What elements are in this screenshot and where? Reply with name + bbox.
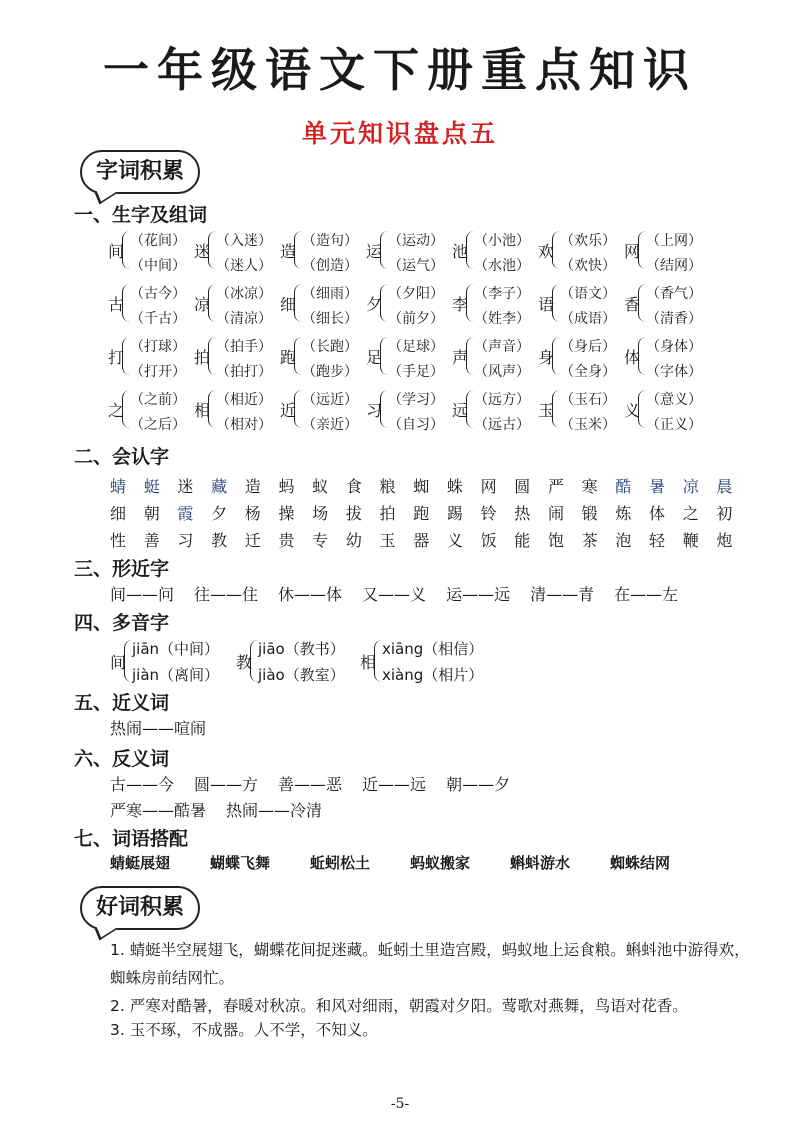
vocab-word: （风声） bbox=[474, 364, 530, 380]
recognize-char: 教 bbox=[211, 531, 228, 550]
vocab-word: （李子） bbox=[474, 286, 530, 302]
vocab-char: 古 bbox=[108, 295, 125, 314]
recognize-char: 拍 bbox=[379, 504, 396, 523]
page-title: 一年级语文下册重点知识 bbox=[103, 43, 697, 97]
vocab-word: （字体） bbox=[646, 364, 702, 380]
similar-pair: 清——青 bbox=[530, 585, 595, 604]
similar-pair: 在——左 bbox=[614, 585, 679, 604]
vocab-char: 语 bbox=[538, 295, 555, 314]
similar-pair: 休——体 bbox=[278, 585, 343, 604]
similar-pair: 又——义 bbox=[362, 585, 427, 604]
vocab-word: （长跑） bbox=[302, 339, 358, 355]
antonym-pair: 古——今 bbox=[110, 775, 175, 794]
bubble-label: 字词积累 bbox=[96, 159, 185, 184]
vocab-word: （冰凉） bbox=[216, 286, 272, 302]
similar-pair: 运——远 bbox=[446, 585, 511, 604]
vocab-group bbox=[366, 279, 458, 329]
vocab-word: （水池） bbox=[474, 258, 530, 274]
recognize-char: 茶 bbox=[581, 531, 598, 550]
vocab-word: （打球） bbox=[130, 339, 186, 355]
vocab-word: （创造） bbox=[302, 258, 358, 274]
synonym-line: 热闹——喧闹 bbox=[110, 719, 207, 738]
vocab-group bbox=[624, 279, 716, 329]
vocab-word: （相对） bbox=[216, 417, 272, 433]
recognize-char: 之 bbox=[682, 504, 699, 523]
vocab-char: 拍 bbox=[194, 348, 211, 367]
vocab-char: 声 bbox=[452, 348, 469, 367]
vocab-word: （学习） bbox=[388, 392, 444, 408]
recognize-char: 泡 bbox=[615, 531, 632, 550]
recognize-char: 饭 bbox=[480, 531, 497, 550]
vocab-group bbox=[280, 226, 372, 276]
recognize-char: 蚁 bbox=[312, 477, 329, 496]
polyphone-char: 相 bbox=[360, 653, 377, 672]
recognize-char: 蜓 bbox=[143, 477, 160, 496]
vocab-char: 欢 bbox=[538, 242, 555, 261]
vocab-group bbox=[194, 332, 286, 382]
recognize-char: 拔 bbox=[345, 504, 362, 523]
recognize-char: 器 bbox=[413, 531, 430, 550]
vocab-word: （之后） bbox=[130, 417, 186, 433]
vocab-word: （入迷） bbox=[216, 233, 272, 249]
vocab-group bbox=[108, 226, 200, 276]
vocab-char: 夕 bbox=[366, 295, 383, 314]
vocab-word: （欢快） bbox=[560, 258, 616, 274]
section-heading: 六、反义词 bbox=[74, 748, 170, 770]
vocab-word: （花间） bbox=[130, 233, 186, 249]
collocation: 蝌蚪游水 bbox=[510, 854, 571, 872]
vocab-word: （身体） bbox=[646, 339, 702, 355]
bubble-label: 好词积累 bbox=[96, 895, 185, 920]
similar-pair: 间——问 bbox=[110, 585, 175, 604]
vocab-word: （全身） bbox=[560, 364, 616, 380]
recognize-char: 善 bbox=[143, 531, 160, 550]
recognize-char: 体 bbox=[649, 504, 666, 523]
antonym-pair: 热闹——冷清 bbox=[226, 801, 323, 820]
vocab-group bbox=[108, 279, 200, 329]
vocab-char: 迷 bbox=[194, 242, 211, 261]
recognize-char: 蜘 bbox=[413, 477, 430, 496]
vocab-word: （身后） bbox=[560, 339, 616, 355]
recognize-char: 迷 bbox=[177, 477, 194, 496]
recognize-char: 圆 bbox=[514, 477, 531, 496]
vocab-word: （远古） bbox=[474, 417, 530, 433]
vocab-group bbox=[452, 385, 544, 435]
collocation: 蝴蝶飞舞 bbox=[210, 854, 271, 872]
vocab-word: （成语） bbox=[560, 311, 616, 327]
vocab-group bbox=[538, 332, 630, 382]
recognize-char: 寒 bbox=[581, 477, 598, 496]
vocab-char: 网 bbox=[624, 242, 641, 261]
vocab-char: 跑 bbox=[280, 348, 297, 367]
vocab-char: 近 bbox=[280, 401, 297, 420]
vocab-word: （之前） bbox=[130, 392, 186, 408]
polyphone-char: 教 bbox=[236, 653, 253, 672]
vocab-word: （结网） bbox=[646, 258, 702, 274]
polyphone-char: 间 bbox=[110, 653, 127, 672]
antonym-pair: 朝——夕 bbox=[446, 775, 511, 794]
vocab-word: （打开） bbox=[130, 364, 186, 380]
recognize-char: 初 bbox=[716, 504, 733, 523]
recognize-row bbox=[110, 528, 750, 551]
vocab-char: 池 bbox=[452, 242, 469, 261]
vocab-group bbox=[194, 279, 286, 329]
vocab-word: （欢乐） bbox=[560, 233, 616, 249]
polyphone-reading: jiàn（离间） bbox=[132, 666, 220, 684]
vocab-word: （拍打） bbox=[216, 364, 272, 380]
section-heading: 七、词语搭配 bbox=[74, 828, 189, 850]
recognize-char: 幼 bbox=[345, 531, 362, 550]
recognize-char: 场 bbox=[312, 504, 329, 523]
recognize-char: 闹 bbox=[547, 504, 564, 523]
recognize-char: 轻 bbox=[649, 531, 666, 550]
section-heading: 三、形近字 bbox=[74, 558, 170, 580]
vocab-word: （上网） bbox=[646, 233, 702, 249]
recognize-char: 跑 bbox=[413, 504, 430, 523]
recognize-char: 严 bbox=[547, 477, 564, 496]
collocation: 蜻蜓展翅 bbox=[110, 854, 171, 872]
collocation-line bbox=[110, 852, 710, 873]
vocab-char: 凉 bbox=[194, 295, 211, 314]
vocab-group bbox=[624, 385, 716, 435]
recognize-char: 粮 bbox=[379, 477, 396, 496]
recognize-char: 性 bbox=[110, 531, 127, 550]
vocab-group bbox=[280, 385, 372, 435]
vocab-word: （运气） bbox=[388, 258, 444, 274]
vocab-group bbox=[624, 332, 716, 382]
recognize-char: 热 bbox=[514, 504, 531, 523]
vocab-word: （前夕） bbox=[388, 311, 444, 327]
vocab-group bbox=[366, 332, 458, 382]
vocab-word: （细雨） bbox=[302, 286, 358, 302]
vocab-char: 打 bbox=[108, 348, 125, 367]
vocab-group bbox=[538, 279, 630, 329]
vocab-group bbox=[108, 385, 200, 435]
vocab-char: 身 bbox=[538, 348, 555, 367]
recognize-char: 朝 bbox=[143, 504, 160, 523]
recognize-row bbox=[110, 501, 750, 524]
section-heading: 四、多音字 bbox=[74, 612, 170, 634]
similar-chars-line bbox=[110, 582, 698, 605]
good-words-item: 3. 玉不琢，不成器。人不学，不知义。 bbox=[110, 1021, 378, 1039]
vocab-char: 远 bbox=[452, 401, 469, 420]
vocab-group bbox=[538, 385, 630, 435]
recognize-char: 铃 bbox=[480, 504, 497, 523]
vocab-group bbox=[366, 385, 458, 435]
section-heading: 五、近义词 bbox=[74, 692, 170, 714]
section-heading: 一、生字及组词 bbox=[74, 204, 208, 226]
recognize-char: 细 bbox=[110, 504, 127, 523]
vocab-char: 相 bbox=[194, 401, 211, 420]
recognize-char: 晨 bbox=[716, 477, 733, 496]
recognize-char: 暑 bbox=[649, 477, 666, 496]
vocab-group bbox=[452, 279, 544, 329]
vocab-char: 香 bbox=[624, 295, 641, 314]
recognize-char: 炮 bbox=[716, 531, 733, 550]
vocab-char: 义 bbox=[624, 401, 641, 420]
vocab-word: （清凉） bbox=[216, 311, 272, 327]
vocab-group bbox=[452, 226, 544, 276]
vocab-word: （运动） bbox=[388, 233, 444, 249]
vocab-group bbox=[194, 385, 286, 435]
vocab-word: （手足） bbox=[388, 364, 444, 380]
vocab-word: （玉石） bbox=[560, 392, 616, 408]
good-words-item: 1. 蜻蜓半空展翅飞，蝴蝶花间捉迷藏。蚯蚓土里造宫殿，蚂蚁地上运食粮。蝌蚪池中游得欢，蜘蛛房前结网忙。 bbox=[110, 941, 750, 987]
recognize-char: 藏 bbox=[211, 477, 228, 496]
similar-pair: 往——住 bbox=[194, 585, 259, 604]
vocab-word: （亲近） bbox=[302, 417, 358, 433]
recognize-char: 网 bbox=[480, 477, 497, 496]
vocab-char: 体 bbox=[624, 348, 641, 367]
recognize-char: 迁 bbox=[244, 531, 261, 550]
polyphone-reading: xiàng（相片） bbox=[382, 666, 484, 684]
vocab-word: （足球） bbox=[388, 339, 444, 355]
vocab-char: 造 bbox=[280, 242, 297, 261]
vocab-group bbox=[366, 226, 458, 276]
vocab-group bbox=[108, 332, 200, 382]
vocab-word: （古今） bbox=[130, 286, 186, 302]
vocab-word: （意义） bbox=[646, 392, 702, 408]
recognize-row bbox=[110, 474, 750, 497]
speech-bubble-good-words bbox=[80, 886, 200, 930]
collocation: 蚯蚓松土 bbox=[310, 854, 371, 872]
vocab-word: （远方） bbox=[474, 392, 530, 408]
vocab-word: （玉米） bbox=[560, 417, 616, 433]
antonym-line-1 bbox=[110, 772, 530, 795]
recognize-char: 玉 bbox=[379, 531, 396, 550]
vocab-char: 运 bbox=[366, 242, 383, 261]
polyphone-reading: xiāng（相信） bbox=[382, 640, 484, 658]
page-number: -5- bbox=[390, 1096, 410, 1112]
vocab-char: 玉 bbox=[538, 401, 555, 420]
recognize-char: 义 bbox=[446, 531, 463, 550]
section-heading: 二、会认字 bbox=[74, 446, 170, 468]
recognize-char: 贵 bbox=[278, 531, 295, 550]
vocab-word: （迷人） bbox=[216, 258, 272, 274]
unit-title: 单元知识盘点五 bbox=[301, 119, 498, 148]
vocab-word: （姓李） bbox=[474, 311, 530, 327]
recognize-char: 锻 bbox=[581, 504, 598, 523]
vocab-group bbox=[280, 332, 372, 382]
vocab-word: （正义） bbox=[646, 417, 702, 433]
recognize-char: 蜻 bbox=[110, 477, 127, 496]
antonym-pair: 圆——方 bbox=[194, 775, 259, 794]
vocab-word: （清香） bbox=[646, 311, 702, 327]
polyphone-reading: jiào（教室） bbox=[258, 666, 345, 684]
vocab-char: 间 bbox=[108, 242, 125, 261]
recognize-char: 习 bbox=[177, 531, 194, 550]
recognize-char: 蛛 bbox=[446, 477, 463, 496]
recognize-char: 夕 bbox=[211, 504, 228, 523]
recognize-char: 凉 bbox=[682, 477, 699, 496]
antonym-pair: 善——恶 bbox=[278, 775, 343, 794]
recognize-char: 鞭 bbox=[682, 531, 699, 550]
vocab-char: 习 bbox=[366, 401, 383, 420]
recognize-char: 饱 bbox=[547, 531, 564, 550]
vocab-group bbox=[280, 279, 372, 329]
vocab-word: （拍手） bbox=[216, 339, 272, 355]
vocab-word: （造句） bbox=[302, 233, 358, 249]
collocation: 蜘蛛结网 bbox=[610, 854, 671, 872]
vocab-word: （小池） bbox=[474, 233, 530, 249]
recognize-char: 造 bbox=[244, 477, 261, 496]
recognize-char: 酷 bbox=[615, 477, 632, 496]
recognize-char: 蚂 bbox=[278, 477, 295, 496]
recognize-char: 专 bbox=[312, 531, 329, 550]
vocab-group bbox=[624, 226, 716, 276]
vocab-word: （细长） bbox=[302, 311, 358, 327]
speech-bubble-vocab bbox=[80, 150, 200, 194]
antonym-pair: 近——远 bbox=[362, 775, 427, 794]
vocab-word: （香气） bbox=[646, 286, 702, 302]
antonym-line-2 bbox=[110, 798, 342, 821]
vocab-group bbox=[194, 226, 286, 276]
polyphone-reading: jiān（中间） bbox=[132, 640, 220, 658]
good-words-item: 2. 严寒对酷暑，春暖对秋凉。和风对细雨，朝霞对夕阳。莺歌对燕舞，鸟语对花香。 bbox=[110, 997, 688, 1015]
recognize-char: 食 bbox=[345, 477, 362, 496]
vocab-word: （中间） bbox=[130, 258, 186, 274]
vocab-char: 李 bbox=[452, 295, 469, 314]
vocab-word: （千古） bbox=[130, 311, 186, 327]
vocab-word: （相近） bbox=[216, 392, 272, 408]
recognize-char: 霞 bbox=[177, 504, 194, 523]
recognize-char: 踢 bbox=[446, 504, 463, 523]
vocab-word: （跑步） bbox=[302, 364, 358, 380]
vocab-char: 之 bbox=[108, 401, 125, 420]
vocab-word: （夕阳） bbox=[388, 286, 444, 302]
vocab-char: 足 bbox=[366, 348, 383, 367]
vocab-word: （自习） bbox=[388, 417, 444, 433]
recognize-char: 炼 bbox=[615, 504, 632, 523]
vocab-char: 细 bbox=[280, 295, 297, 314]
vocab-word: （声音） bbox=[474, 339, 530, 355]
recognize-char: 操 bbox=[278, 504, 295, 523]
vocab-word: （远近） bbox=[302, 392, 358, 408]
recognize-char: 能 bbox=[514, 531, 531, 550]
vocab-word: （语文） bbox=[560, 286, 616, 302]
antonym-pair: 严寒——酷暑 bbox=[110, 801, 207, 820]
polyphone-reading: jiāo（教书） bbox=[258, 640, 345, 658]
vocab-group bbox=[452, 332, 544, 382]
recognize-char: 杨 bbox=[244, 504, 261, 523]
collocation: 蚂蚁搬家 bbox=[410, 854, 471, 872]
vocab-group bbox=[538, 226, 630, 276]
